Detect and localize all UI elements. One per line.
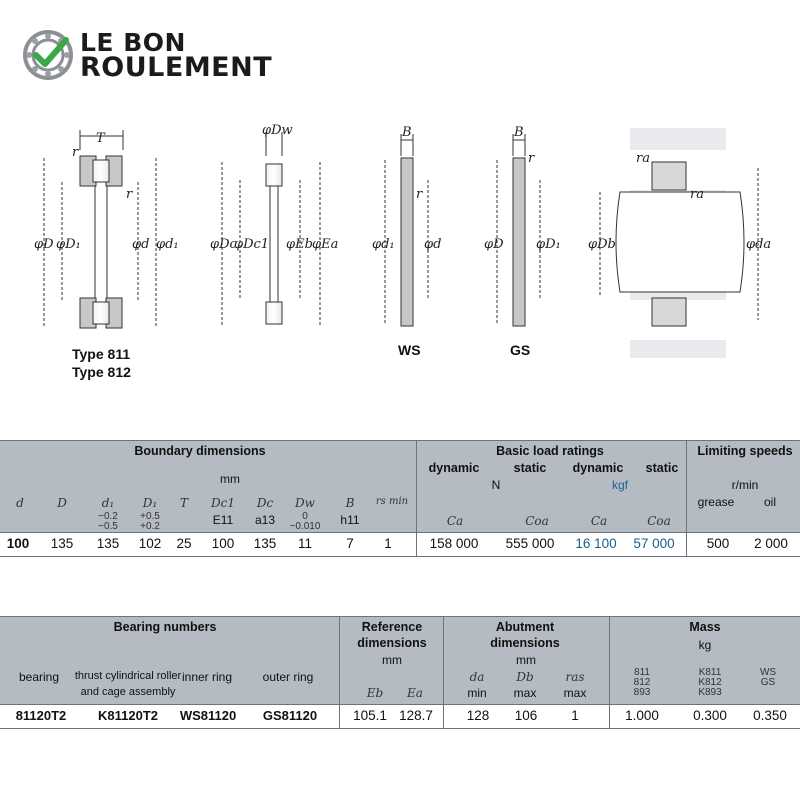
hdr-boundary: Boundary dimensions: [134, 444, 266, 458]
mass-a2: 812: [633, 677, 651, 688]
val-Dw: 11: [297, 536, 312, 551]
hdr-bearing-numbers: Bearing numbers: [113, 620, 217, 634]
label-phid-ws: φd: [424, 237, 442, 252]
mass-b1: K811: [698, 667, 722, 678]
tol-D1-a: +0.5: [140, 511, 160, 522]
mass-b2: K812: [698, 677, 722, 688]
label-T: T: [96, 131, 105, 146]
val-Ea: 128.7: [399, 708, 433, 723]
hdr-mass: Mass: [689, 620, 721, 634]
label-phiD1-gs: φD₁: [536, 237, 561, 252]
val-Coa: 555 000: [505, 536, 555, 551]
label-r-ws: r: [416, 187, 423, 202]
sym-Ca: Ca: [446, 514, 464, 528]
brand-line1: LE BON: [80, 28, 186, 57]
label-phida: φda: [746, 237, 772, 252]
val-mass-3: 0.350: [753, 708, 787, 723]
sym-Dc1: Dc1: [211, 496, 235, 510]
mass-b3: K893: [698, 687, 722, 698]
type-gs-label: GS: [510, 342, 531, 358]
tol-d1-a: −0.2: [98, 511, 118, 522]
label-phiEa: φEa: [312, 237, 339, 252]
val-Eb: 105.1: [353, 708, 387, 723]
label-B-ws: B: [402, 125, 412, 140]
sym-Ca-kgf: Ca: [590, 514, 608, 528]
hdr-abut-dimensions: dimensions: [490, 636, 560, 650]
sym-d1: d₁: [101, 496, 115, 510]
sym-T: T: [179, 496, 188, 510]
val-Ca: 158 000: [429, 536, 479, 551]
val-T: 25: [176, 536, 192, 551]
sym-Db: Db: [516, 670, 534, 684]
label-phiEb: φEb: [286, 237, 313, 252]
mass-c1: WS: [759, 667, 777, 678]
sym-Ea: Ea: [407, 686, 423, 700]
drawing-cage: [222, 132, 320, 325]
brand-logo: [22, 26, 302, 86]
boundary-table: [0, 440, 800, 560]
label-phiDw: φDw: [262, 123, 293, 138]
label-r1: r: [72, 145, 79, 160]
bearing-check-icon: [22, 28, 78, 84]
label-phiD1: φD₁: [56, 237, 81, 252]
tol-Dw-b: −0.010: [289, 521, 321, 532]
label-phiDc: φDc: [210, 237, 237, 252]
val-d1: 135: [96, 536, 120, 551]
sym-D: D: [57, 496, 67, 510]
tol-B: h11: [340, 513, 360, 527]
sym-Dw: Dw: [295, 496, 315, 510]
val-oil: 2 000: [754, 536, 788, 551]
val-assembly: K81120T2: [98, 708, 158, 723]
val-mass-1: 1.000: [625, 708, 659, 723]
label-r2: r: [126, 187, 133, 202]
hdr-kg: kg: [698, 638, 712, 652]
mass-a3: 893: [633, 687, 651, 698]
lbl-max-2: max: [563, 686, 587, 700]
sym-Coa: Coa: [525, 514, 549, 528]
tol-Dc: a13: [254, 513, 276, 527]
val-da: 128: [466, 708, 490, 723]
hdr-dynamic-n: dynamic: [428, 461, 480, 475]
val-inner: WS81120: [179, 708, 237, 723]
hdr-limiting: Limiting speeds: [697, 444, 793, 458]
hdr-grease: grease: [697, 495, 735, 509]
label-ra2: ra: [690, 187, 704, 202]
val-Db: 106: [514, 708, 538, 723]
tol-Dw-a: 0: [302, 511, 308, 522]
sym-D1: D₁: [142, 496, 158, 510]
sym-Coa-kgf: Coa: [647, 514, 671, 528]
drawing-type-811: [44, 130, 156, 328]
sym-da: da: [469, 670, 485, 684]
mass-c2: GS: [760, 677, 776, 688]
sym-Eb: Eb: [366, 686, 384, 700]
hdr-dynamic-kgf: dynamic: [572, 461, 624, 475]
hdr-kgf: kgf: [611, 478, 628, 492]
label-phid: φd: [132, 237, 150, 252]
col-thrust-1: thrust cylindrical roller: [74, 670, 182, 682]
label-phiD: φD: [34, 237, 54, 252]
hdr-oil: oil: [763, 495, 776, 509]
sym-rs: rs min: [375, 496, 409, 507]
hdr-abutment: Abutment: [495, 620, 555, 634]
label-phiDb: φDb: [588, 237, 616, 252]
val-mass-2: 0.300: [693, 708, 727, 723]
type-812-label: Type 812: [72, 364, 131, 380]
sym-d: d: [16, 496, 24, 510]
brand-line2: ROULEMENT: [80, 52, 273, 83]
sym-B: B: [345, 496, 355, 510]
label-phiDc1: φDc1: [234, 237, 270, 252]
sym-ras: ras: [565, 670, 585, 684]
col-inner: inner ring: [181, 670, 233, 684]
hdr-abut-mm: mm: [516, 653, 536, 667]
label-ra1: ra: [636, 151, 650, 166]
bearing-numbers-table: [0, 616, 800, 732]
tol-Dc1: E11: [212, 513, 234, 527]
type-ws-label: WS: [398, 342, 421, 358]
hdr-ref-mm: mm: [382, 653, 402, 667]
hdr-mm: mm: [220, 472, 240, 486]
val-d: 100: [6, 536, 30, 551]
hdr-n: N: [491, 478, 501, 492]
hdr-static-kgf: static: [645, 461, 679, 475]
val-bearing: 81120T2: [15, 708, 67, 723]
val-Coa-kgf: 57 000: [633, 536, 675, 551]
col-outer: outer ring: [262, 670, 314, 684]
mass-a1: 811: [634, 667, 650, 678]
sym-Dc: Dc: [256, 496, 274, 510]
val-Dc: 135: [253, 536, 277, 551]
val-D: 135: [50, 536, 74, 551]
col-thrust-2: and cage assembly: [80, 686, 176, 698]
tol-d1-b: −0.5: [98, 521, 118, 532]
lbl-min: min: [467, 686, 487, 700]
col-bearing: bearing: [18, 670, 60, 684]
label-B-gs: B: [514, 125, 524, 140]
label-r-gs: r: [528, 151, 535, 166]
hdr-reference: Reference: [361, 620, 423, 634]
val-Dc1: 100: [211, 536, 235, 551]
label-phid1-ws: φd₁: [372, 237, 395, 252]
hdr-rmin: r/min: [731, 478, 759, 492]
val-rs: 1: [384, 536, 392, 551]
tol-D1-b: +0.2: [140, 521, 160, 532]
type-811-label: Type 811: [72, 346, 131, 362]
val-B: 7: [346, 536, 354, 551]
drawing-ws: [385, 134, 428, 326]
label-phiD-gs: φD: [484, 237, 504, 252]
hdr-ref-dimensions: dimensions: [357, 636, 427, 650]
hdr-static-n: static: [513, 461, 547, 475]
val-Ca-kgf: 16 100: [575, 536, 617, 551]
val-ras: 1: [571, 708, 579, 723]
val-D1: 102: [138, 536, 162, 551]
hdr-basic: Basic load ratings: [496, 444, 604, 458]
val-grease: 500: [706, 536, 730, 551]
val-outer: GS81120: [262, 708, 318, 723]
drawing-mounting: [600, 128, 758, 358]
label-phid1: φd₁: [156, 237, 179, 252]
lbl-max-1: max: [513, 686, 537, 700]
